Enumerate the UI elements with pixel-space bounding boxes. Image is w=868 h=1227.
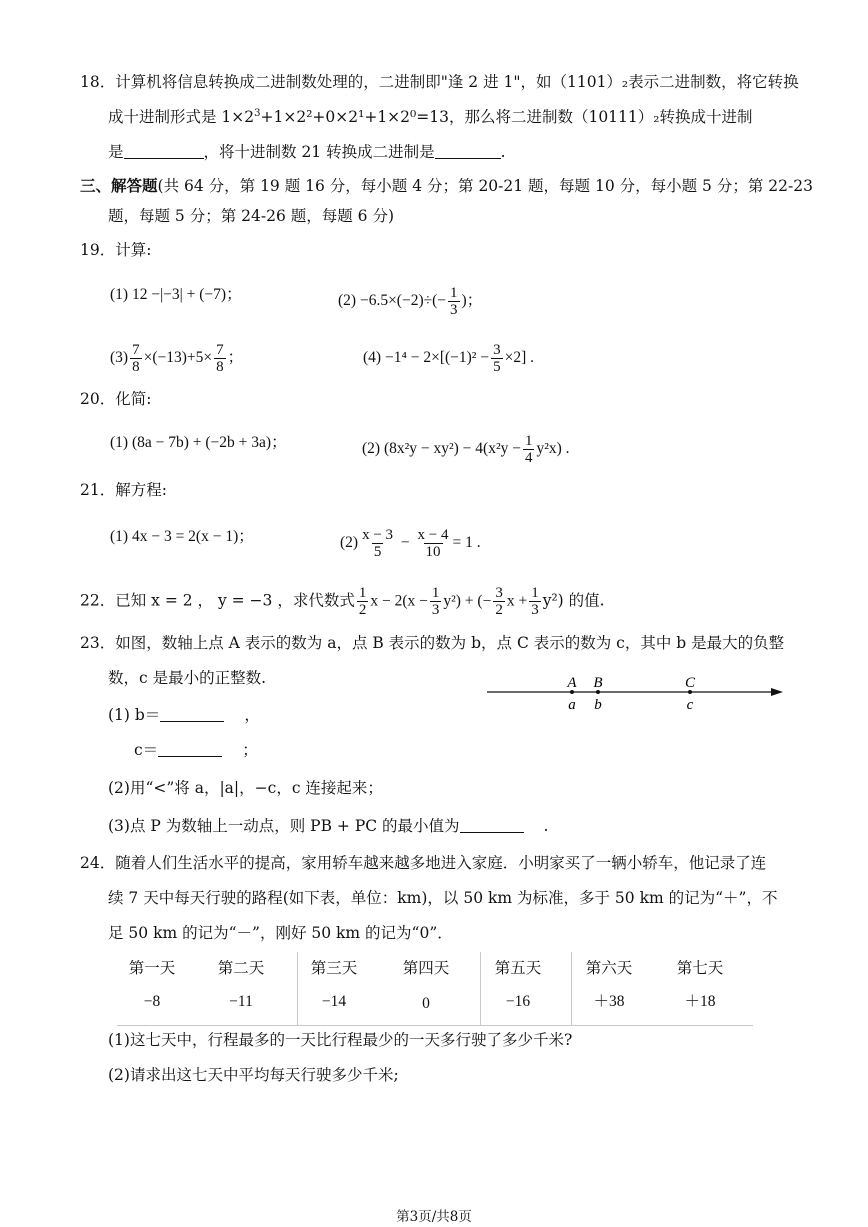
table-header: 第三天 — [310, 959, 358, 977]
table-header: 第七天 — [676, 959, 724, 977]
q19-part3: (3) $\frac{7}{8}$ ×(−13)+5× $\frac{7}{8}$ ； — [110, 342, 244, 375]
point-b — [593, 675, 602, 713]
point-label-lower: c — [686, 697, 694, 713]
answer-blank[interactable] — [158, 742, 222, 757]
q23-part2: (2)用“<”将 a，|a|，−c，c 连接起来； — [108, 779, 383, 797]
point-c — [685, 675, 696, 713]
q19-part4: (4) −1⁴ − 2×[(−1)² − $\frac{3}{5}$ ×2] . — [363, 342, 534, 375]
point-label-lower: b — [594, 697, 602, 713]
answer-blank[interactable] — [435, 144, 501, 159]
answer-blank[interactable] — [160, 707, 224, 722]
mileage-table — [117, 952, 753, 1026]
table-header: 第五天 — [494, 959, 542, 977]
table-header: 第二天 — [217, 959, 265, 977]
q24-line1: 24．随着人们生活水平的提高，家用轿车越来越多地进入家庭．小明家买了一辆小轿车，他记录了连 — [80, 854, 767, 872]
q20-title: 20．化简: — [80, 390, 152, 408]
q23-line1: 23．如图，数轴上点 A 表示的数为 a，点 B 表示的数为 b，点 C 表示的数为 c，其中 b 是最大的负整 — [80, 634, 785, 652]
table-cell: ＋18 — [684, 993, 716, 1010]
q24-line2: 续 7 天中每天行驶的路程(如下表，单位：km)，以 50 km 为标准，多于 50 km 的记为“＋”，不 — [108, 889, 778, 907]
q24-part1: (1)这七天中，行程最多的一天比行程最少的一天多行驶了多少千米? — [108, 1031, 573, 1049]
q19-part1: (1) 12 −|−3| + (−7)； — [110, 286, 242, 303]
point-label-upper: C — [684, 675, 696, 691]
q21-part1: (1) 4x − 3 = 2(x − 1)； — [110, 528, 254, 545]
section-heading: 三、解答题(共 64 分，第 19 题 16 分，每小题 4 分；第 20-21 题，每题 10 分，每小题 5 分；第 22-23 — [80, 176, 813, 195]
table-cell: ＋38 — [593, 993, 625, 1010]
q23-part1b: c＝ ； — [134, 741, 258, 759]
q19-part2: (2) −6.5×(−2)÷(− $\frac{1}{3}$ )； — [338, 285, 483, 318]
table-cell: −16 — [505, 993, 531, 1010]
answer-blank[interactable] — [124, 144, 204, 159]
table-cell: −11 — [229, 993, 253, 1010]
section-heading-line2: 题，每题 5 分；第 24-26 题，每题 6 分) — [108, 207, 395, 225]
number-line — [485, 672, 785, 716]
answer-blank[interactable] — [460, 818, 524, 833]
table-cell: −8 — [143, 993, 161, 1010]
point-label-upper: B — [593, 675, 603, 691]
q24-line3: 足 50 km 的记为“－”，刚好 50 km 的记为“0”． — [108, 924, 453, 942]
point-label-upper: A — [567, 675, 577, 691]
table-cell: 0 — [422, 995, 430, 1012]
q23-part1a: (1) b＝ ， — [108, 706, 260, 724]
table-header: 第四天 — [402, 959, 450, 977]
q23-part3: (3)点 P 为数轴上一动点，则 PB + PC 的最小值为 . — [108, 817, 549, 835]
q21-title: 21．解方程: — [80, 481, 167, 499]
q18-line1: 18．计算机将信息转换成二进制数处理的，二进制即"逢 2 进 1"，如（1101）₂表示二进制数，将它转换 — [80, 73, 799, 91]
q20-part2: (2) (8x²y − xy²) − 4(x²y − $\frac{1}{4}$ y²x) . — [362, 433, 570, 466]
point-label-lower: a — [568, 697, 576, 713]
q21-part2: (2) $\frac{x - 3}{5}$ − $\frac{x - 4}{10}$ = 1 . — [340, 527, 481, 560]
q24-part2: (2)请求出这七天中平均每天行驶多少千米; — [108, 1066, 399, 1084]
q18-line2: 成十进制形式是 $1\times 2^3+1\times 2^2+0\times 2^1+1\times 2^0=13$，那么将二进制数（10111）₂转换成十进制 — [108, 108, 753, 126]
table-header: 第六天 — [585, 959, 633, 977]
q23-line2: 数，c 是最小的正整数. — [108, 669, 267, 687]
q19-title: 19．计算: — [80, 241, 152, 259]
point-a — [566, 675, 577, 713]
page-footer: 第3页/共8页 — [396, 1209, 472, 1225]
table-header: 第一天 — [128, 959, 176, 977]
q22: 22．已知 x = 2 ， y = −3 ，求代数式 $\frac{1}{2}$ x − 2(x − $\frac{1}{3}$ y²) + (− $\frac{3}{2}$ x + $\frac{1}{3}$ y²) 的值. — [80, 585, 605, 618]
table-cell: −14 — [321, 993, 347, 1010]
q18-line3: 是 ，将十进制数 21 转换成二进制是 . — [108, 143, 506, 161]
q20-part1: (1) (8a − 7b) + (−2b + 3a)； — [110, 434, 287, 451]
